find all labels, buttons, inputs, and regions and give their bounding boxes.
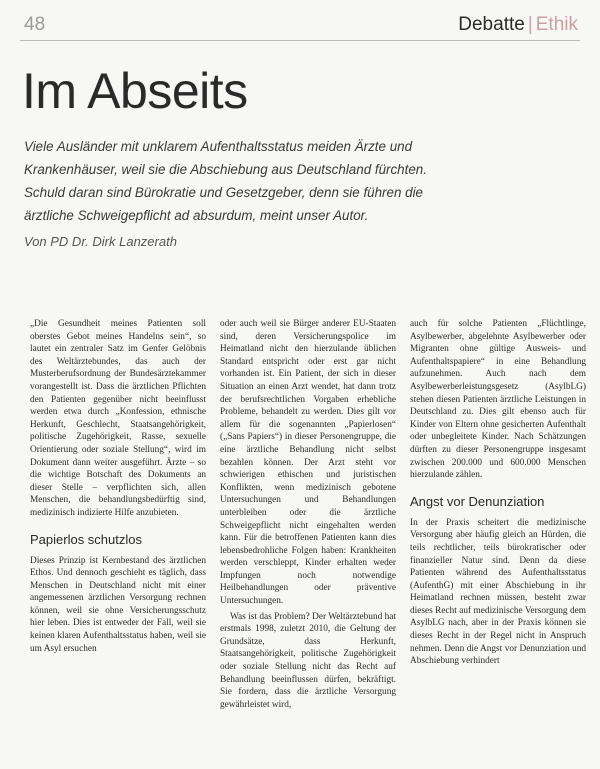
section-label: Debatte bbox=[458, 14, 525, 35]
body-paragraph: „Die Gesundheit meines Patienten soll oberstes Gebot meines Handelns sein“, so lautet ein zentraler Satz im Genfer Gelöbnis des Weltärztebundes, das auch der Musterberufsordnung der Bundesärztekammer vorangestellt ist. Dass die ärztlichen Pflichten den Patienten gegenüber nicht beeinflusst werden etwa durch „Konfession, ethnische Herkunft, Geschlecht, Staatsangehörigkeit, politische Zugehörigkeit, Rasse, sexuelle Orientierung oder soziale Stellung“, wird im Dokument dann weiter ausgeführt. Ärzte – so die wichtige Botschaft des Dokuments an dieser Stelle – verpflichten sich, allen Menschen, die behandlungsbedürftig sind, medizinisch indizierte Hilfe anzubieten. bbox=[30, 319, 206, 518]
header-rule bbox=[20, 40, 580, 41]
section-separator: | bbox=[527, 14, 533, 35]
subsection-label: Ethik bbox=[535, 14, 578, 35]
column-1 bbox=[30, 318, 206, 764]
body-paragraph: oder auch weil sie Bürger anderer EU-Staaten sind, deren Versicherungspolice im Heimatland nicht den hierzulande üblichen Standard entspricht oder erst gar nicht vorhanden ist. Ein Patient, der sich in dieser Situation an einen Arzt wendet, hat dann trotz der berufsrechtlichen Vorgaben erhebliche Probleme, behandelt zu werden. Dies gilt vor allem für die sogenannten „Papierlosen“ („Sans Papiers“) in dieser Personengruppe, die eine ärztliche Behandlung nicht selbst bezahlen können. Der Arzt steht vor schwierigen ethischen und juristischen Konflikten, wenn medizinisch gebotene Untersuchungen und Behandlungen unterbleiben oder die ärztliche Schweigepflicht nicht eingehalten werden kann. Für die betroffenen Patienten kann dies lebensbedrohliche Folgen haben: Krankheiten werden verschleppt, Kinder erhalten weder Impfungen noch notwendige Heilbehandlungen oder präventive Untersuchungen. bbox=[220, 319, 396, 607]
article-title: Im Abseits bbox=[22, 63, 248, 119]
article-author: Von PD Dr. Dirk Lanzerath bbox=[24, 234, 177, 249]
column-3 bbox=[410, 318, 586, 764]
article-lead: Viele Ausländer mit unklarem Aufenthaltsstatus meiden Ärzte und Krankenhäuser, weil sie die Abschiebung aus Deutschland fürchten. Schuld daran sind Bürokratie und Gesetzgeber, denn sie führen die ärztliche Schweigepflicht ad absurdum, meint unser Autor. bbox=[24, 139, 427, 223]
article-body bbox=[30, 318, 586, 764]
section-header bbox=[458, 14, 578, 36]
subheading-denunziation: Angst vor Denunziation bbox=[410, 493, 545, 509]
body-paragraph: auch für solche Patienten „Flüchtlinge, Asylbewerber, abgelehnte Asylbewerber oder Migranten ohne gültige Ausweis- und Aufenthaltspapiere“ in eine Behandlung aufzunehmen. Auch nach dem Asylbewerberleistungsgesetz (AsylbLG) stehen diesen Patienten ärztliche Leistungen in Deutschland zu. Dies gilt ebenso auch für Kinder von Eltern ohne gesicherten Aufenthalt oder unbegleitete Kinder. Nach Schätzungen dürften zu dieser Personengruppe insgesamt zwischen 200.000 und 600.000 Menschen hierzulande zählen. bbox=[410, 319, 586, 481]
column-2 bbox=[220, 318, 396, 764]
body-paragraph: In der Praxis scheitert die medizinische Versorgung aber häufig gleich an Hürden, die teils rechtlicher, teils bürokratischer oder finanzieller Natur sind. Denn da diese Patienten während des Aufenthaltsstatus (AufenthG) mit einer Abschiebung in ihr Heimatland rechnen müssen, besteht zwar dieses Recht auf medizinische Versorgung dem AsylbLG nach, aber in der Praxis können sie dieses Recht in der Regel nicht in Anspruch nehmen. Denn die Angst vor Denunziation und Abschiebung verhindert bbox=[410, 517, 586, 667]
page-number: 48 bbox=[24, 14, 46, 35]
body-paragraph: Dieses Prinzip ist Kernbestand des ärztlichen Ethos. Und dennoch geschieht es täglich, dass Menschen in Deutschland nicht mit einer angemessenen ärztlichen Versorgung rechnen können, weil sie ohne Versicherungsschutz hier leben. Dies ist entweder der Fall, weil sie keinen klaren Aufenthaltsstatus haben, weil sie um Asyl ersuchen bbox=[30, 555, 206, 654]
subheading-papierlos: Papierlos schutzlos bbox=[30, 531, 142, 547]
body-paragraph: Was ist das Problem? Der Weltärztebund hat erstmals 1998, zuletzt 2010, die Geltung der Grundsätze, dass Herkunft, Staatsangehörigkeit, politische Zugehörigkeit oder soziale Stellung nicht das Recht auf Behandlung beeinflussen dürfen, bekräftigt. Sie fordern, dass die ärztliche Versorgung gewährleistet wird, bbox=[220, 611, 396, 710]
